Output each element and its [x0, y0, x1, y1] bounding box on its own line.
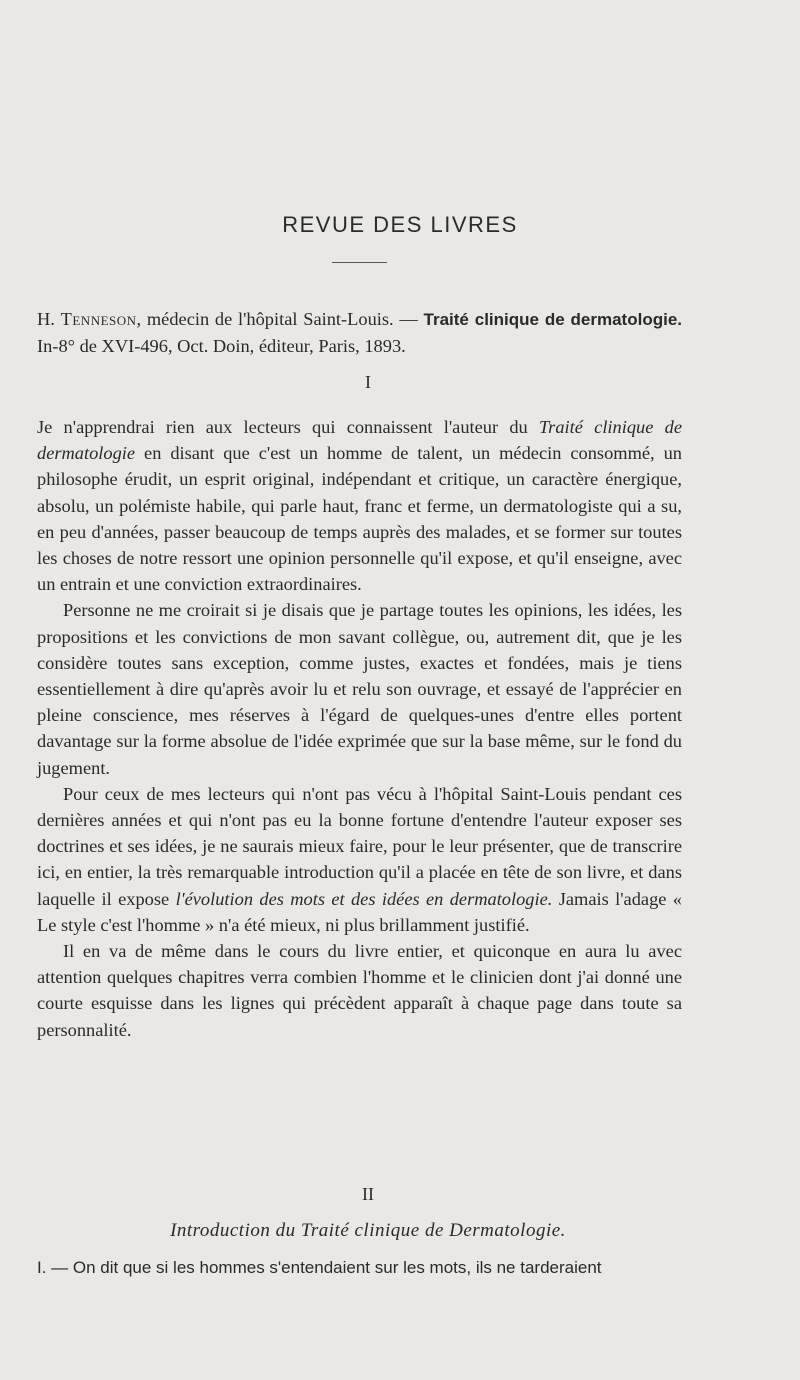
book-reference: [37, 306, 682, 359]
section-numeral-2: II: [362, 1184, 374, 1204]
section-2-subtitle: Introduction du Traité clinique de Dermatologie.: [170, 1220, 566, 1241]
paragraph-3-start: Pour ceux de mes lecteurs qui n'ont pas vécu à l'hôpital Saint-Louis pendant ces dernières années et qui n'ont pas eu la bonne fortune d'entendre l'auteur exposer ses doctrines et ses idées, je ne saurais mieux faire, pour le leur présenter, que de transcrire ici, en entier, la très remarquable introduction qu'il a placée en tête de son livre, et dans laquelle il expose: [37, 783, 682, 909]
section-numeral-1: I: [365, 372, 371, 392]
paragraph-1-start: Je n'apprendrai rien aux lecteurs qui connaissent l'auteur du: [37, 417, 539, 437]
paragraph-3-italic: l'évolution des mots et des idées en dermatologie.: [175, 888, 553, 909]
book-title: Traité clinique de dermatologie.: [423, 310, 682, 329]
paragraph-1-end: en disant que c'est un homme de talent, un médecin consommé, un philosophe érudit, un esprit original, indépendant et critique, un caractère énergique, absolu, un polémiste habile, qui parle haut, franc et ferme, un dermatologiste qui a su, en peu d'années, passer beaucoup de temps auprès des malades, et se former sur toutes les choses de notre ressort une opinion personnelle qu'il expose, et qu'il enseigne, avec un entrain et une conviction extraordinaires.: [37, 443, 682, 595]
paragraph-3-end: Jamais l'adage « Le style c'est l'homme » n'a été mieux, ni plus brillamment justifié.: [37, 888, 682, 935]
paragraph-1-book-title: Traité clinique de dermatologie: [37, 417, 682, 464]
book-details: In-8° de XVI-496, Oct. Doin, éditeur, Paris, 1893.: [37, 336, 406, 357]
paragraph-1: [37, 414, 682, 597]
paragraph-3: [37, 781, 682, 938]
section-1-body: [37, 414, 682, 1043]
author-name: Tenneson: [60, 309, 137, 329]
page-title: REVUE DES LIVRES: [282, 212, 518, 237]
title-divider: [332, 262, 387, 263]
section-2-first-line: I. — On dit que si les hommes s'entendaient sur les mots, ils ne tarderaient: [37, 1258, 602, 1277]
paragraph-4: Il en va de même dans le cours du livre entier, et quiconque en aura lu avec attention quelques chapitres verra combien l'homme et le clinicien dont j'ai donné une courte esquisse dans les lignes qui précèdent apparaît à chaque page dans toute sa personnalité.: [37, 941, 682, 1040]
author-description: , médecin de l'hôpital Saint-Louis. —: [136, 309, 424, 329]
author-initial: H.: [37, 309, 61, 329]
paragraph-2: Personne ne me croirait si je disais que je partage toutes les opinions, les idées, les propositions et les convictions de mon savant collègue, ou, autrement dit, que je les considère toutes sans exception, comme justes, exactes et fondées, mais je tiens essentiellement à dire qu'après avoir lu et relu son ouvrage, et essayé de l'apprécier en pleine conscience, mes réserves à l'égard de quelques-unes d'entre elles portent davantage sur la forme absolue de l'idée exprimée que sur la base même, sur le fond du jugement.: [37, 600, 682, 778]
